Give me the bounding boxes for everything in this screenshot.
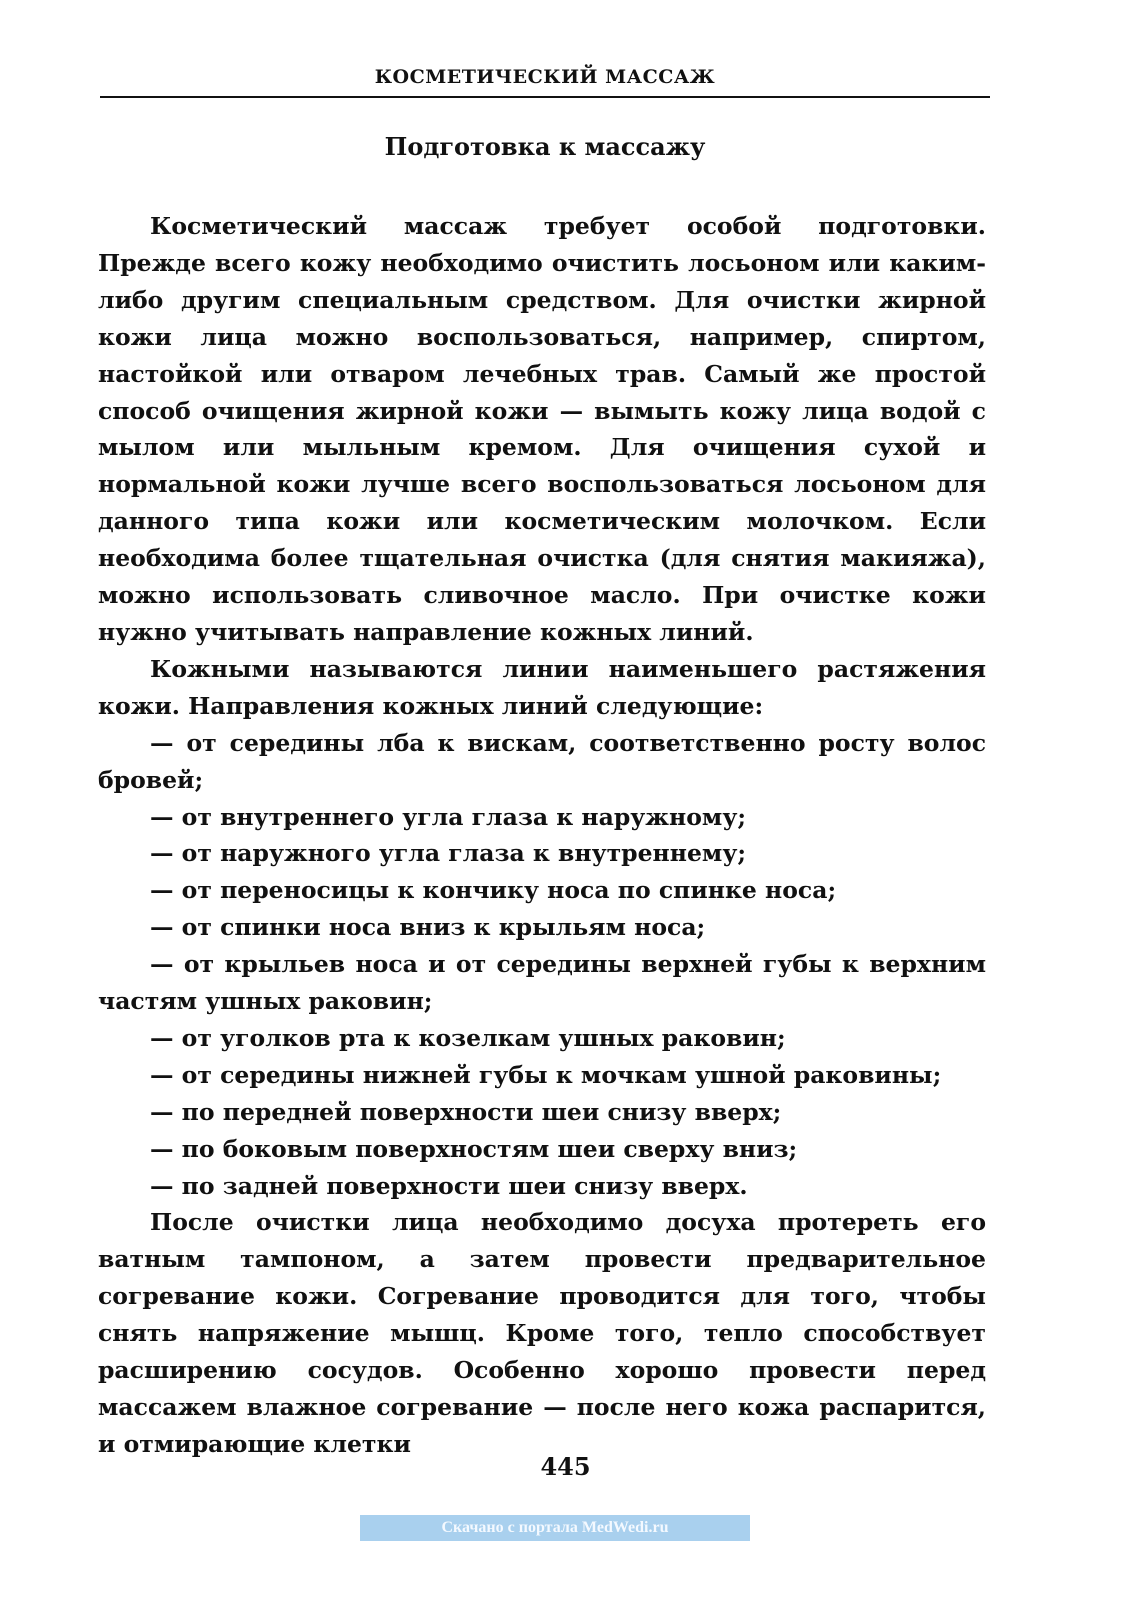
- watermark-banner: Скачано с портала MedWedi.ru: [360, 1515, 750, 1541]
- page-number: 445: [540, 1452, 591, 1481]
- section-title: Подготовка к массажу: [384, 132, 706, 161]
- list-item: — от уголков рта к козелкам ушных раковин;: [150, 1023, 786, 1052]
- list-item: — от внутреннего угла глаза к наружному;: [150, 802, 747, 831]
- paragraph: Кожными называются линии наименьшего растяжения кожи. Направления кожных линий следующие:: [98, 654, 986, 720]
- list-item: — от спинки носа вниз к крыльям носа;: [150, 913, 706, 942]
- paragraph: Косметический массаж требует особой подготовки. Прежде всего кожу необходимо очистить лосьоном или каким-либо другим специальным средством. Для очистки жирной кожи лица можно воспользоваться, например, спиртом, настойкой или отваром лечебных трав. Самый же простой способ очищения жирной кожи — вымыть кожу лица водой с мылом или мыльным кремом. Для очищения сухой и нормальной кожи лучше всего воспользоваться лосьоном для данного типа кожи или косметическим молочком. Если необходима более тщательная очистка (для снятия макияжа), можно использовать сливочное масло. При очистке кожи нужно учитывать направление кожных линий.: [98, 212, 986, 646]
- body-text: [98, 208, 986, 1463]
- list-item: — от середины лба к вискам, соответственно росту волос бровей;: [98, 728, 986, 794]
- running-header: КОСМЕТИЧЕСКИЙ МАССАЖ: [374, 66, 716, 88]
- list-item: — по задней поверхности шеи снизу вверх.: [150, 1171, 748, 1200]
- list-item: — от крыльев носа и от середины верхней губы к верхним частям ушных раковин;: [98, 950, 986, 1016]
- paragraph: После очистки лица необходимо досуха протереть его ватным тампоном, а затем провести предварительное согревание кожи. Согревание проводится для того, чтобы снять напряжение мышц. Кроме того, тепло способствует расширению сосудов. Особенно хорошо провести перед массажем влажное согревание — после него кожа распарится, и отмирающие клетки: [98, 1208, 986, 1458]
- list-item: — по передней поверхности шеи снизу вверх;: [150, 1097, 782, 1126]
- list-item: — от середины нижней губы к мочкам ушной раковины;: [150, 1060, 942, 1089]
- header-rule: [100, 96, 990, 98]
- list-item: — от наружного угла глаза к внутреннему;: [150, 839, 747, 868]
- list-item: — по боковым поверхностям шеи сверху вниз;: [150, 1134, 798, 1163]
- list-item: — от переносицы к кончику носа по спинке носа;: [150, 876, 837, 905]
